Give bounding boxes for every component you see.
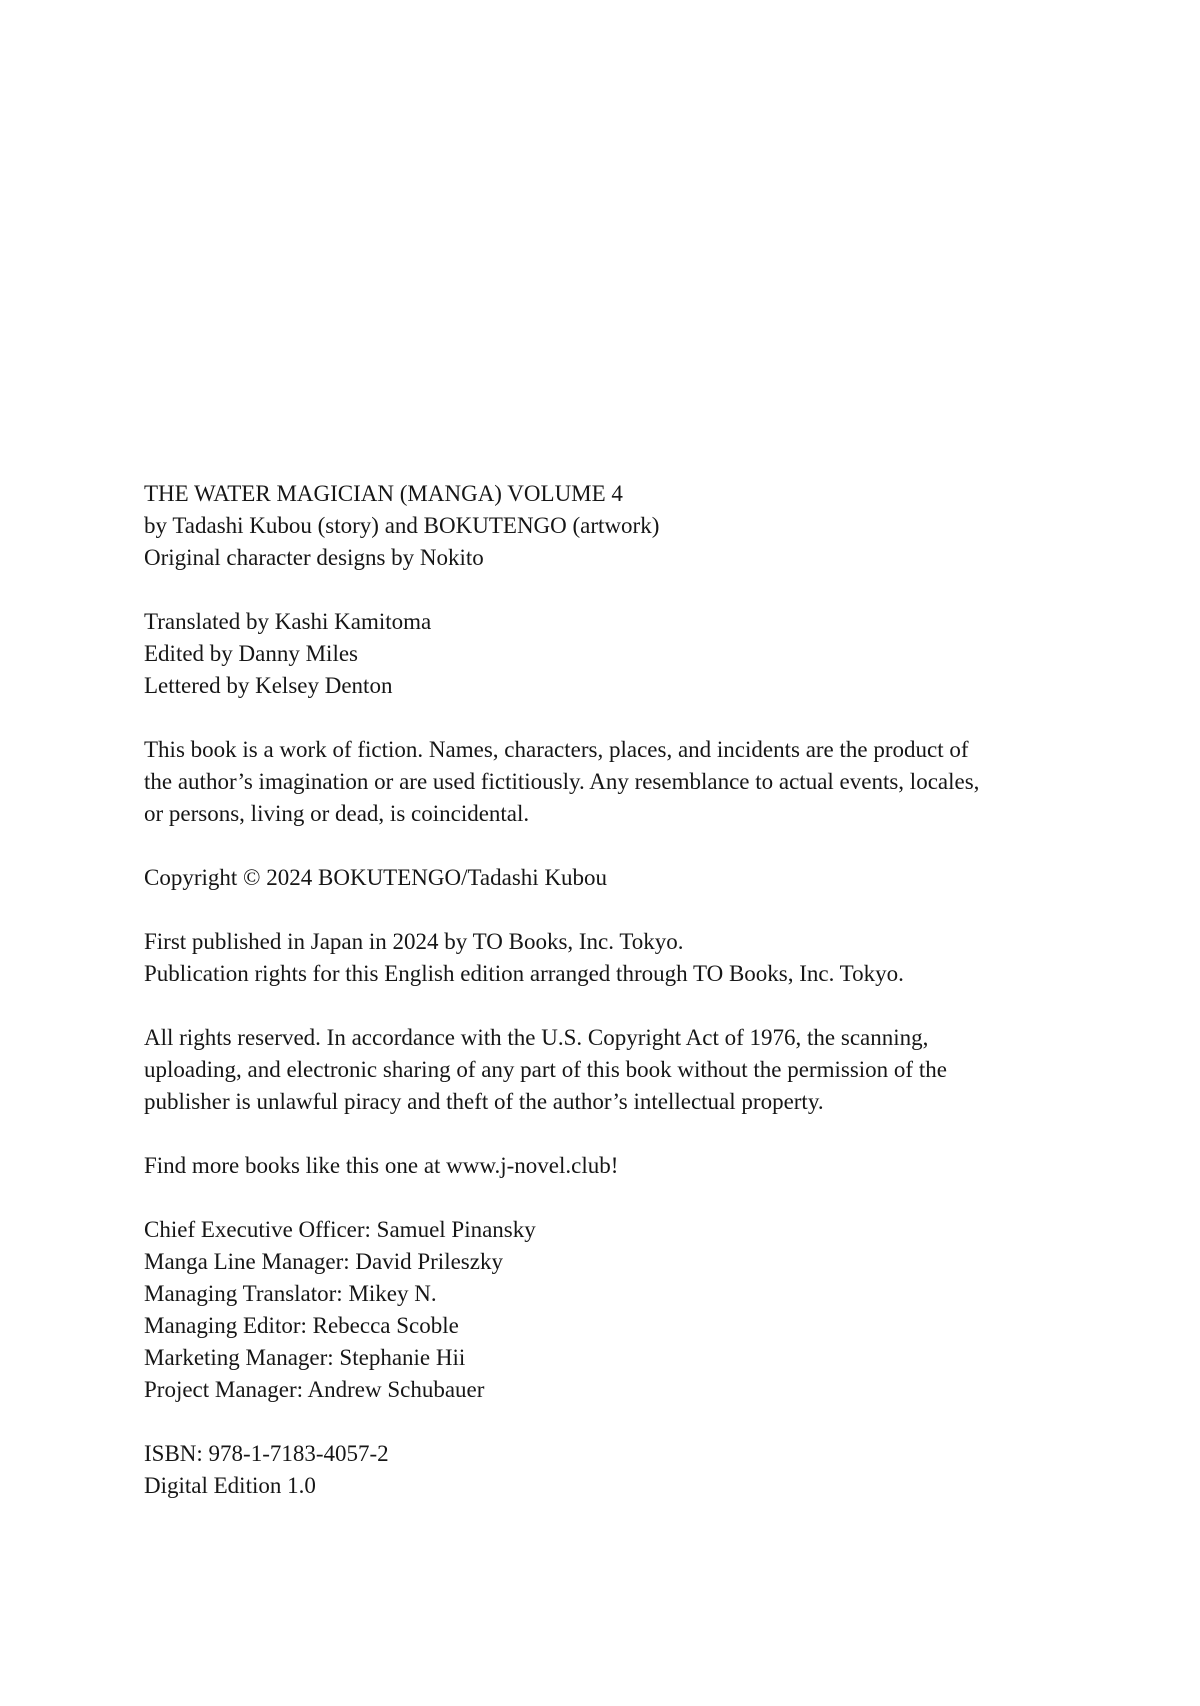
staff-marketing-manager: Marketing Manager: Stephanie Hii xyxy=(144,1345,466,1370)
disclaimer-line: the author’s imagination or are used fictitiously. Any resemblance to actual events, locales, xyxy=(144,769,980,794)
colophon-text-block xyxy=(144,478,1124,1502)
disclaimer-line: This book is a work of fiction. Names, characters, places, and incidents are the product of xyxy=(144,737,969,762)
byline: by Tadashi Kubou (story) and BOKUTENGO (artwork) xyxy=(144,513,660,538)
promo-block xyxy=(144,1150,1124,1182)
rights-line: All rights reserved. In accordance with the U.S. Copyright Act of 1976, the scanning, xyxy=(144,1025,929,1050)
staff-managing-translator: Managing Translator: Mikey N. xyxy=(144,1281,437,1306)
isbn-line: ISBN: 978-1-7183-4057-2 xyxy=(144,1441,389,1466)
publication-info xyxy=(144,926,1124,990)
letterer-credit: Lettered by Kelsey Denton xyxy=(144,673,393,698)
copyright-line: Copyright © 2024 BOKUTENGO/Tadashi Kubou xyxy=(144,865,608,890)
character-designs-credit: Original character designs by Nokito xyxy=(144,545,484,570)
staff-managing-editor: Managing Editor: Rebecca Scoble xyxy=(144,1313,459,1338)
promo-line: Find more books like this one at www.j-novel.club! xyxy=(144,1153,619,1178)
copyright-notice xyxy=(144,862,1124,894)
editor-credit: Edited by Danny Miles xyxy=(144,641,358,666)
book-title: THE WATER MAGICIAN (MANGA) VOLUME 4 xyxy=(144,481,623,506)
staff-project-manager: Project Manager: Andrew Schubauer xyxy=(144,1377,485,1402)
edition-block xyxy=(144,1438,1124,1502)
credits-block xyxy=(144,606,1124,702)
translator-credit: Translated by Kashi Kamitoma xyxy=(144,609,432,634)
fiction-disclaimer xyxy=(144,734,1124,830)
rights-line: publisher is unlawful piracy and theft of the author’s intellectual property. xyxy=(144,1089,824,1114)
staff-list xyxy=(144,1214,1124,1406)
rights-line: uploading, and electronic sharing of any part of this book without the permission of the xyxy=(144,1057,947,1082)
staff-manga-line-manager: Manga Line Manager: David Prileszky xyxy=(144,1249,503,1274)
digital-edition-line: Digital Edition 1.0 xyxy=(144,1473,316,1498)
staff-ceo: Chief Executive Officer: Samuel Pinansky xyxy=(144,1217,536,1242)
rights-notice xyxy=(144,1022,1124,1118)
publication-line: First published in Japan in 2024 by TO Books, Inc. Tokyo. xyxy=(144,929,684,954)
publication-line: Publication rights for this English edition arranged through TO Books, Inc. Tokyo. xyxy=(144,961,904,986)
title-block xyxy=(144,478,1124,574)
disclaimer-line: or persons, living or dead, is coincidental. xyxy=(144,801,530,826)
